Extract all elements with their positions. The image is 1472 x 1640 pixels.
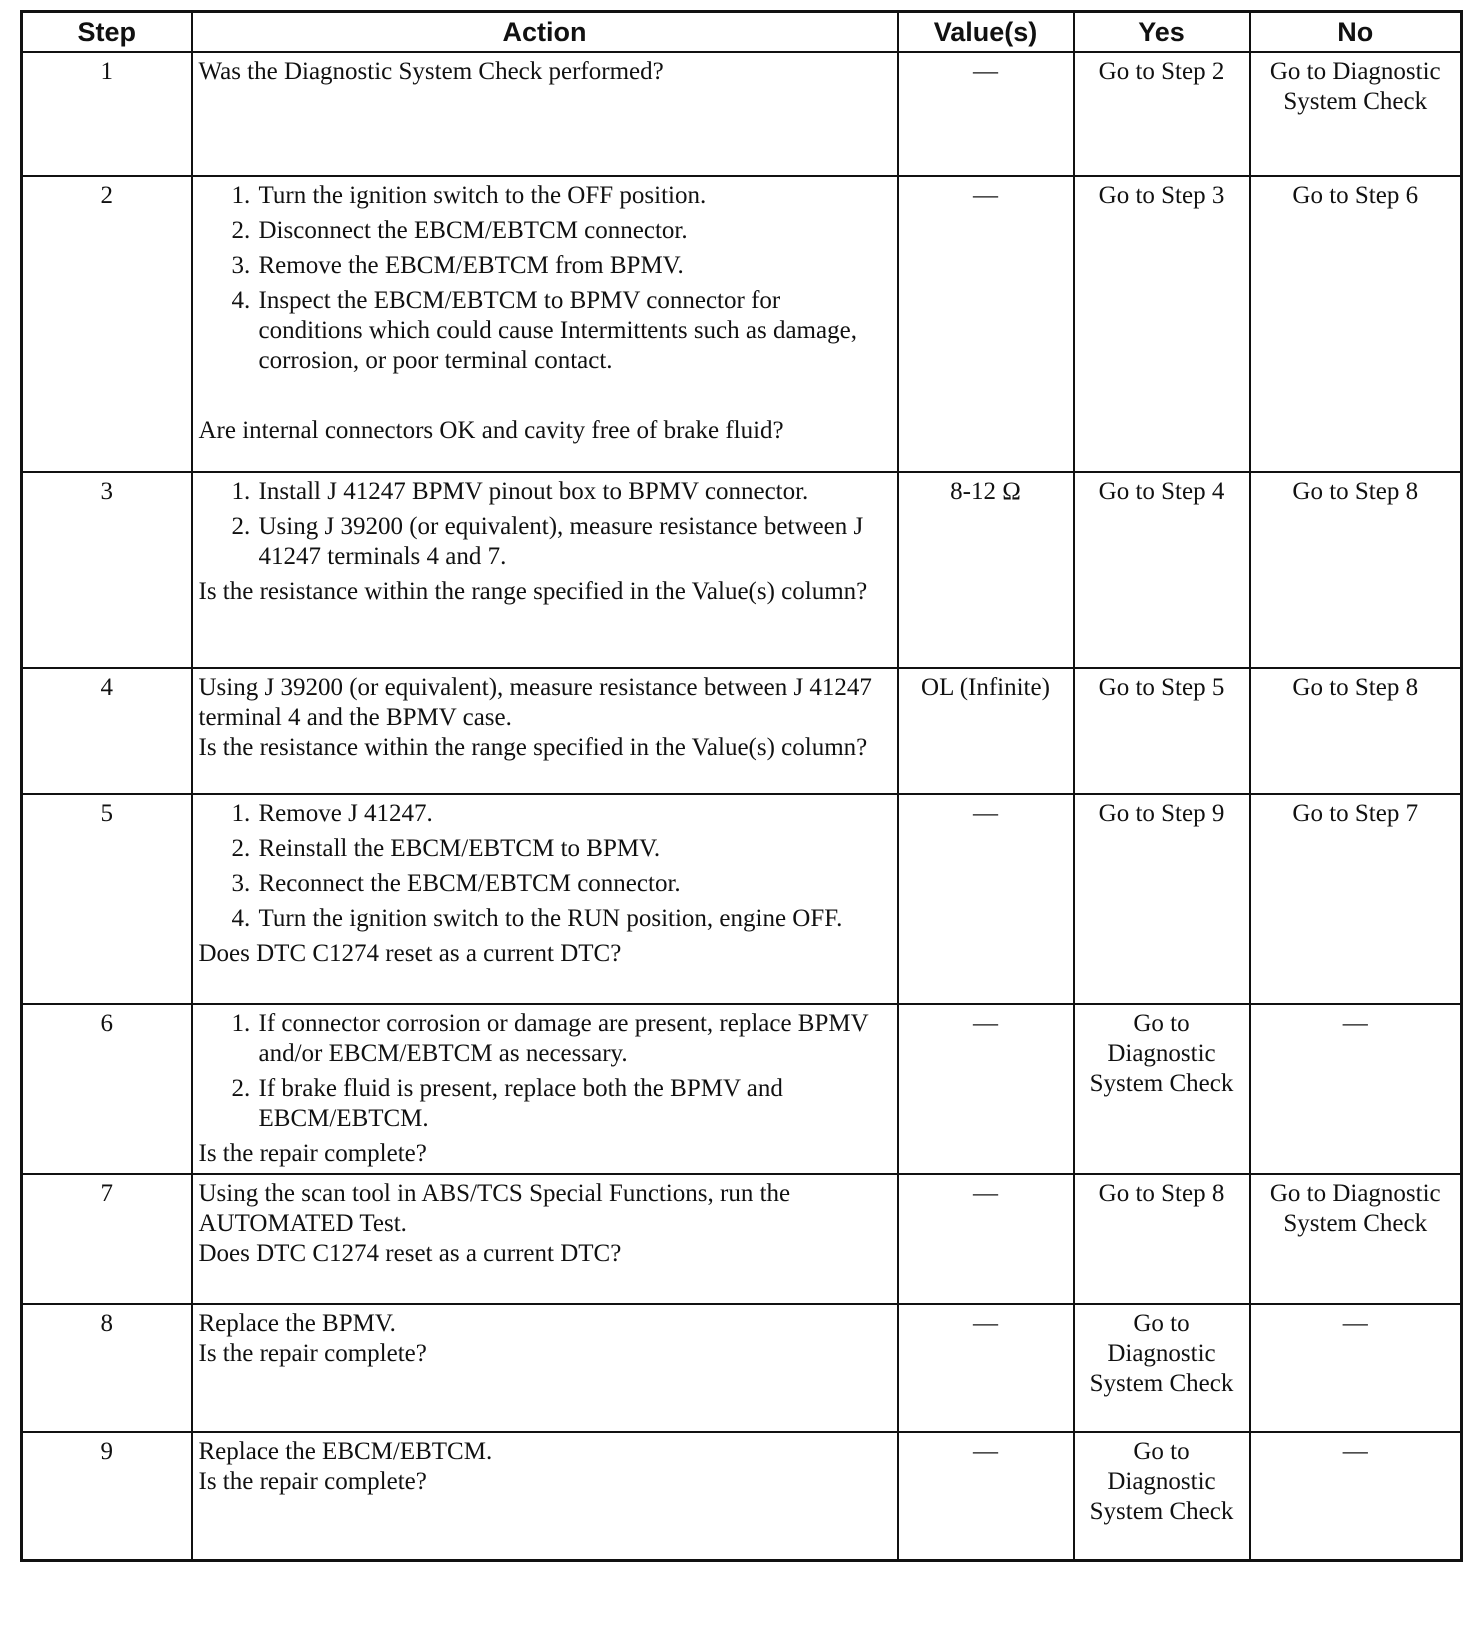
diagnostic-table — [20, 10, 1463, 1562]
value-cell: — — [898, 176, 1074, 472]
value-cell: OL (Infinite) — [898, 668, 1074, 794]
step-number: 6 — [22, 1004, 192, 1174]
value-cell: — — [898, 1432, 1074, 1560]
action-question: Is the resistance within the range specified in the Value(s) column? — [198, 734, 868, 761]
step-number: 2 — [22, 176, 192, 472]
table-row — [22, 1432, 1462, 1560]
no-cell: Go to Step 8 — [1250, 668, 1462, 794]
table-row — [22, 668, 1462, 794]
action-cell — [192, 1304, 898, 1432]
action-cell — [192, 1432, 898, 1560]
header-no: No — [1250, 12, 1462, 53]
action-step-item: 3. Remove the EBCM/EBTCM from BPMV. — [257, 251, 891, 281]
no-cell: Go to Step 7 — [1250, 794, 1462, 1004]
step-number: 1 — [22, 52, 192, 176]
step-number: 5 — [22, 794, 192, 1004]
action-question: Is the repair complete? — [198, 1468, 427, 1495]
yes-cell: Go to Step 9 — [1074, 794, 1250, 1004]
action-step-item: 3. Reconnect the EBCM/EBTCM connector. — [257, 869, 891, 899]
no-cell: Go to Diagnostic System Check — [1250, 1174, 1462, 1304]
action-question: Was the Diagnostic System Check performed? — [198, 58, 664, 85]
action-step-item: 1. Turn the ignition switch to the OFF position. — [257, 181, 891, 211]
action-step-item: 1. If connector corrosion or damage are present, replace BPMV and/or EBCM/EBTCM as necessary. — [257, 1009, 891, 1069]
value-cell: — — [898, 1174, 1074, 1304]
no-cell: Go to Step 6 — [1250, 176, 1462, 472]
no-cell: Go to Diagnostic System Check — [1250, 52, 1462, 176]
action-steps-list — [199, 181, 891, 376]
no-cell: — — [1250, 1304, 1462, 1432]
action-step-item: 1. Remove J 41247. — [257, 799, 891, 829]
action-step-item: 2. If brake fluid is present, replace both the BPMV and EBCM/EBTCM. — [257, 1074, 891, 1134]
action-question: Are internal connectors OK and cavity free of brake fluid? — [198, 417, 784, 444]
action-step-item: 2. Disconnect the EBCM/EBTCM connector. — [257, 216, 891, 246]
yes-cell: Go to Step 2 — [1074, 52, 1250, 176]
value-cell: — — [898, 52, 1074, 176]
action-text: Replace the EBCM/EBTCM. — [198, 1438, 493, 1465]
step-number: 3 — [22, 472, 192, 668]
action-step-item: 4. Turn the ignition switch to the RUN position, engine OFF. — [257, 904, 891, 934]
action-question: Does DTC C1274 reset as a current DTC? — [198, 940, 622, 967]
diagnostic-table-container — [20, 10, 1460, 1562]
action-text: Using the scan tool in ABS/TCS Special Functions, run the AUTOMATED Test. — [198, 1180, 791, 1237]
table-body — [22, 52, 1462, 1560]
action-step-item: 1. Install J 41247 BPMV pinout box to BPMV connector. — [257, 477, 891, 507]
action-text: Replace the BPMV. — [198, 1310, 396, 1337]
step-number: 9 — [22, 1432, 192, 1560]
step-number: 7 — [22, 1174, 192, 1304]
action-cell — [192, 794, 898, 1004]
header-values: Value(s) — [898, 12, 1074, 53]
yes-cell: Go to Step 3 — [1074, 176, 1250, 472]
header-step: Step — [22, 12, 192, 53]
yes-cell: Go to Diagnostic System Check — [1074, 1004, 1250, 1174]
value-cell: — — [898, 1004, 1074, 1174]
no-cell: — — [1250, 1432, 1462, 1560]
header-row — [22, 12, 1462, 53]
table-row — [22, 1174, 1462, 1304]
table-row — [22, 794, 1462, 1004]
table-row — [22, 176, 1462, 472]
table-row — [22, 52, 1462, 176]
yes-cell: Go to Step 8 — [1074, 1174, 1250, 1304]
table-header — [22, 12, 1462, 53]
action-cell — [192, 1004, 898, 1174]
action-cell — [192, 176, 898, 472]
header-yes: Yes — [1074, 12, 1250, 53]
yes-cell: Go to Step 5 — [1074, 668, 1250, 794]
action-cell — [192, 668, 898, 794]
table-row — [22, 472, 1462, 668]
action-step-item: 2. Reinstall the EBCM/EBTCM to BPMV. — [257, 834, 891, 864]
table-row — [22, 1004, 1462, 1174]
value-cell: 8-12 Ω — [898, 472, 1074, 668]
yes-cell: Go to Diagnostic System Check — [1074, 1304, 1250, 1432]
value-cell: — — [898, 794, 1074, 1004]
action-steps-list — [199, 477, 891, 572]
action-cell — [192, 1174, 898, 1304]
action-step-item: 2. Using J 39200 (or equivalent), measure resistance between J 41247 terminals 4 and 7. — [257, 512, 891, 572]
action-cell — [192, 52, 898, 176]
yes-cell: Go to Diagnostic System Check — [1074, 1432, 1250, 1560]
value-cell: — — [898, 1304, 1074, 1432]
action-cell — [192, 472, 898, 668]
no-cell: Go to Step 8 — [1250, 472, 1462, 668]
action-question: Is the resistance within the range specified in the Value(s) column? — [198, 578, 868, 605]
action-steps-list — [199, 1009, 891, 1134]
action-question: Is the repair complete? — [198, 1340, 427, 1367]
action-step-item: 4. Inspect the EBCM/EBTCM to BPMV connector for conditions which could cause Intermittents such as damage, corrosion, or poor terminal contact. — [257, 286, 891, 376]
table-row — [22, 1304, 1462, 1432]
step-number: 8 — [22, 1304, 192, 1432]
action-question: Is the repair complete? — [198, 1140, 427, 1167]
action-question: Does DTC C1274 reset as a current DTC? — [198, 1240, 622, 1267]
action-steps-list — [199, 799, 891, 934]
yes-cell: Go to Step 4 — [1074, 472, 1250, 668]
no-cell: — — [1250, 1004, 1462, 1174]
step-number: 4 — [22, 668, 192, 794]
action-text: Using J 39200 (or equivalent), measure resistance between J 41247 terminal 4 and the BPMV case. — [198, 674, 872, 731]
header-action: Action — [192, 12, 898, 53]
